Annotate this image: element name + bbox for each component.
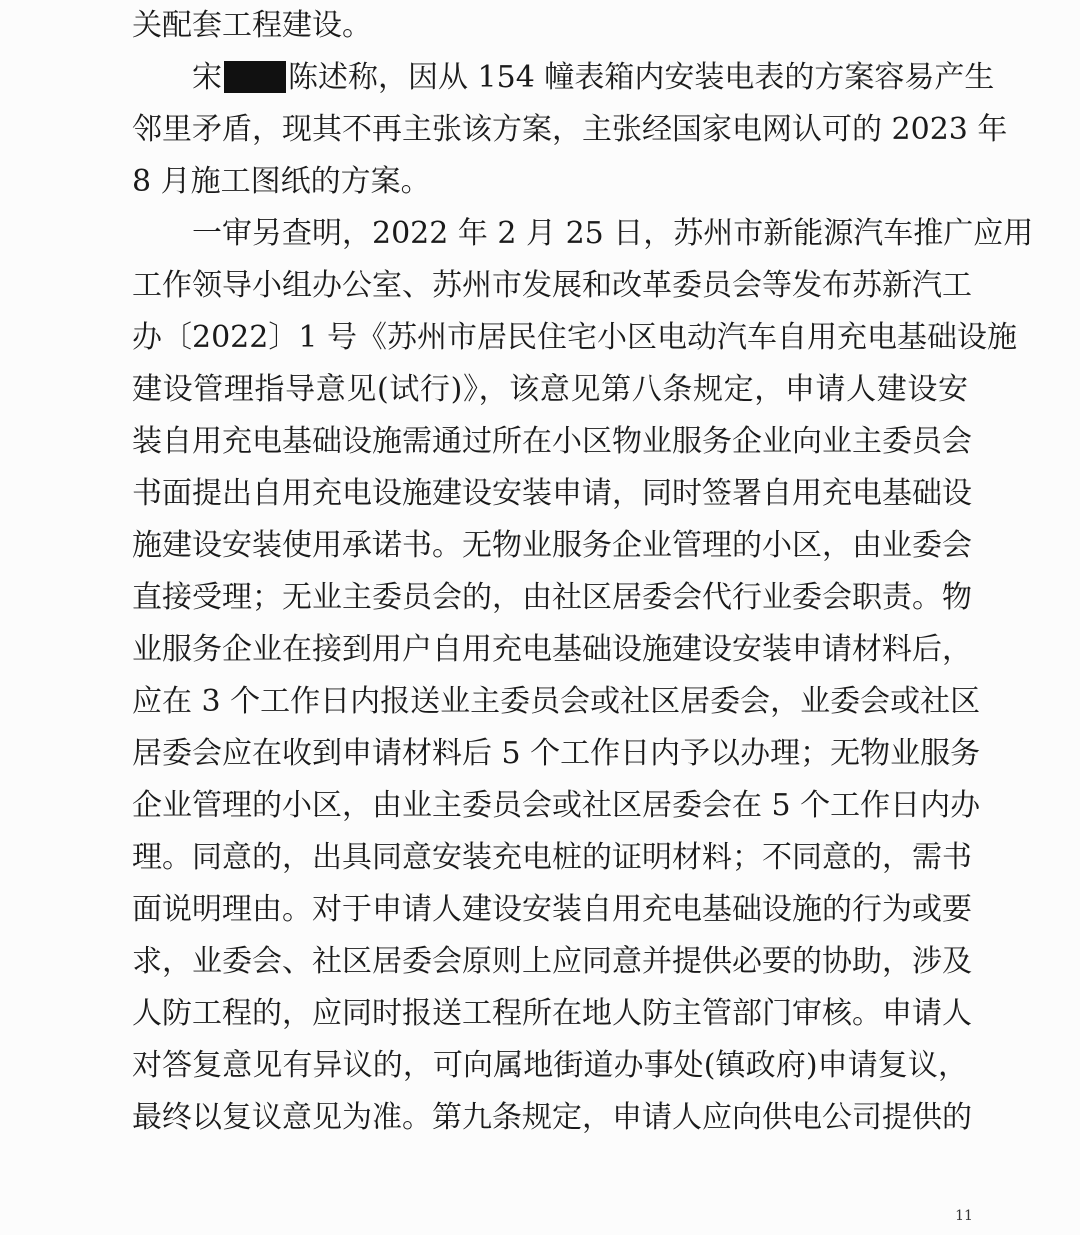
- text-line-16: 企业管理的小区，由业主委员会或社区居委会在 5 个工作日内办: [132, 788, 981, 823]
- text-line-21: 对答复意见有异议的，可向属地街道办事处(镇政府)申请复议，: [132, 1048, 968, 1083]
- text-line-1: 关配套工程建设。: [132, 8, 372, 43]
- text-line-20: 人防工程的，应同时报送工程所在地人防主管部门审核。申请人: [132, 996, 972, 1031]
- text-line-18: 面说明理由。对于申请人建设安装自用充电基础设施的行为或要: [132, 892, 972, 927]
- text-line-3: 邻里矛盾，现其不再主张该方案，主张经国家电网认可的 2023 年: [132, 112, 1008, 147]
- text-line-14: 应在 3 个工作日内报送业主委员会或社区居委会，业委会或社区: [132, 684, 981, 719]
- page-number: 11: [955, 1208, 973, 1224]
- redaction-bar: [224, 61, 286, 93]
- text-line-5: 一审另查明，2022 年 2 月 25 日，苏州市新能源汽车推广应用: [192, 216, 1034, 251]
- text-line-7: 办〔2022〕1 号《苏州市居民住宅小区电动汽车自用充电基础设施: [132, 320, 1017, 355]
- text-line-4: 8 月施工图纸的方案。: [132, 164, 431, 199]
- text-line-19: 求，业委会、社区居委会原则上应同意并提供必要的协助，涉及: [132, 944, 972, 979]
- text-line-22: 最终以复议意见为准。第九条规定，申请人应向供电公司提供的: [132, 1100, 972, 1135]
- text-line-6: 工作领导小组办公室、苏州市发展和改革委员会等发布苏新汽工: [132, 268, 972, 303]
- text-line-8: 建设管理指导意见(试行)》，该意见第八条规定，申请人建设安: [132, 372, 968, 407]
- text-line-11: 施建设安装使用承诺书。无物业服务企业管理的小区，由业委会: [132, 528, 972, 563]
- text-line-2: [192, 52, 995, 104]
- text-line-17: 理。同意的，出具同意安装充电桩的证明材料；不同意的，需书: [132, 840, 972, 875]
- surname: 宋: [192, 60, 222, 95]
- text-line-2-rest: 陈述称，因从 154 幢表箱内安装电表的方案容易产生: [288, 60, 995, 95]
- text-line-15: 居委会应在收到申请材料后 5 个工作日内予以办理；无物业服务: [132, 736, 981, 771]
- text-line-9: 装自用充电基础设施需通过所在小区物业服务企业向业主委员会: [132, 424, 972, 459]
- text-line-13: 业服务企业在接到用户自用充电基础设施建设安装申请材料后，: [132, 632, 972, 667]
- text-line-10: 书面提出自用充电设施建设安装申请，同时签署自用充电基础设: [132, 476, 972, 511]
- text-line-12: 直接受理；无业主委员会的，由社区居委会代行业委会职责。物: [132, 580, 972, 615]
